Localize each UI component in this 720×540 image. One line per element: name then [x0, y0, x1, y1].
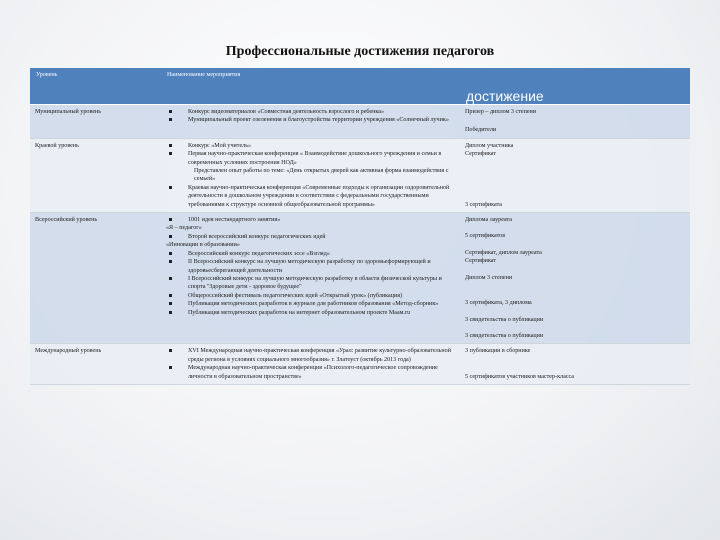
achievement-item: Диплом 3 степени: [465, 274, 513, 281]
event-item: Конкурс видеоматериалов «Совместная деятельность взрослого и ребенка»: [166, 108, 456, 116]
achievement-item: 3 сертификата, 3 диплома: [465, 300, 532, 307]
achievement-item: 3 свидетельства о публикации: [465, 316, 544, 323]
event-item: Общероссийский фестиваль педагогических идей «Открытый урок» (публикация): [166, 292, 456, 300]
table-row-municipal: [30, 105, 690, 139]
header-achievement: достижение: [460, 68, 690, 105]
event-item: Всероссийский конкурс педагогических эссе «Взгляд»: [166, 250, 456, 258]
event-item: Второй всероссийский конкурс педагогических идей: [166, 233, 456, 241]
table-header-row: [30, 68, 690, 105]
page-title: Профессиональные достижения педагогов: [225, 44, 495, 59]
level-cell: Краевой уровень: [30, 138, 161, 212]
achievement-item: 5 сертификатов: [465, 233, 506, 240]
achievement-item: Диплом участника: [465, 142, 514, 149]
table-row-international: [30, 344, 690, 385]
event-item: Международная научно-практическая конференция «Психолого-педагогическое сопровождение личности в образовательном пространстве»: [166, 364, 456, 381]
event-note: «Я – педагог»: [166, 225, 202, 232]
achievement-item: Призер – диплом 3 степени: [465, 109, 537, 115]
achievements-cell: [460, 213, 690, 344]
level-cell: Международный уровень: [30, 344, 161, 385]
event-item: Публикация методических разработок на интернет образовательном проекте Маам.ru: [166, 309, 456, 317]
achievement-item: Сертификат, диплом лауреата: [465, 249, 542, 256]
table-row-national: [30, 213, 690, 344]
achievements-cell: [460, 138, 690, 212]
achievement-item: Сертификат: [465, 258, 497, 265]
event-item: Публикация методических разработок в журнале для работников образования «Метод-сборник»: [166, 300, 456, 308]
events-cell: [161, 138, 460, 212]
events-cell: [161, 213, 460, 344]
events-cell: [161, 344, 460, 385]
achievements-table: [30, 68, 690, 385]
event-item: I Всероссийский конкурс на лучшую методическую разработку в области физической культуры и спорта "Здоровые дети - здоровое будущее": [166, 275, 456, 292]
achievement-item: Победители: [465, 127, 497, 134]
achievement-item: 3 публикации в сборнике: [465, 348, 531, 355]
event-item: Конкурс «Мой учитель»: [166, 142, 456, 150]
event-item: 1001 идея нестандартного занятия»: [166, 216, 456, 224]
achievement-item: 5 сертификатов участников мастер-класса: [465, 373, 574, 380]
event-item: XVI Международная научно-практическая конференция «Урал: развитие культурно-образовательной среды региона в условиях социального многообразия» г. Златоуст (октябрь 2013 года): [166, 347, 456, 364]
achievement-item: 3 сертификата: [465, 201, 503, 208]
event-note: Представлен опыт работы по теме: «День открытых дверей как активная форма взаимодействия с семьей»: [194, 168, 449, 183]
event-item: Краевая научно-практическая конференция «Современные подходы к организации оздоровительной деятельности в дошкольном учреждении в соответствии с федеральными государственными требованиями к структуре основной общеобразовательной программы»: [166, 184, 456, 209]
achievement-item: Диплома лауреата: [465, 217, 512, 224]
level-cell: Всероссийский уровень: [30, 213, 161, 344]
event-item: Первая научно-практическая конференция « Взаимодействие дошкольного учреждения и семьи в современных условиях построения НОД»: [166, 150, 456, 167]
level-cell: Муниципальный уровень: [30, 105, 161, 139]
table-row-regional: [30, 138, 690, 212]
achievement-item: Сертификат: [465, 151, 497, 158]
header-level: Уровень: [30, 68, 161, 105]
events-cell: [161, 105, 460, 139]
event-item: II Всероссийский конкурс на лучшую методическую разработку по здоровьеформирующей и здоровьесберегающей деятельности: [166, 258, 456, 275]
event-item: Муниципальный проект озеленения и благоустройства территории учреждения «Солнечный лучик»: [166, 116, 456, 124]
achievement-item: 3 свидетельства о публикации: [465, 332, 544, 339]
achievements-cell: [460, 344, 690, 385]
header-event: Наименование мероприятия: [161, 68, 460, 105]
event-note: «Инновации в образовании»: [166, 242, 240, 249]
achievements-cell: [460, 105, 690, 139]
